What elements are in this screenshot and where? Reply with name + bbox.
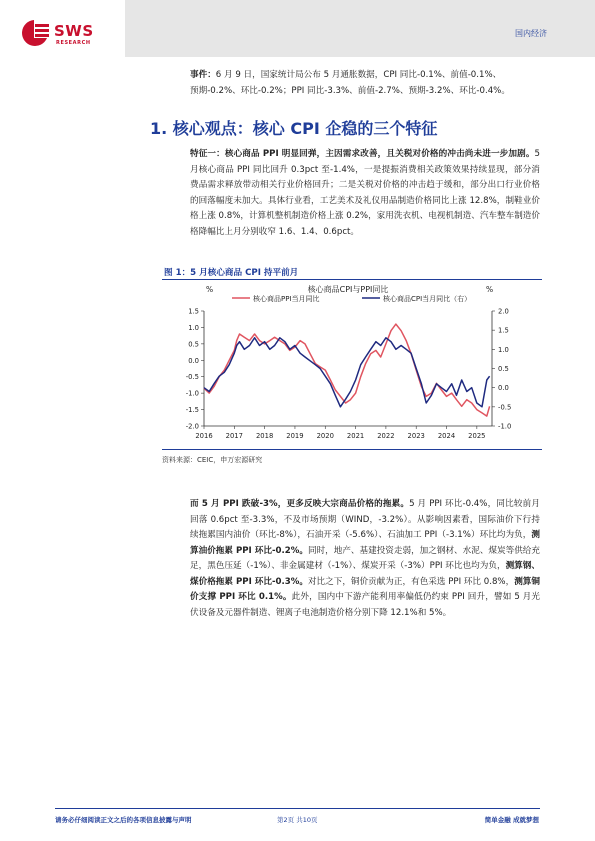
right-tick-label: -1.0 [498,422,512,431]
logo-text: SWS [54,22,94,40]
chart-title: 核心商品CPI与PPI同比 [307,285,389,294]
ppi-lead: 而 5 月 PPI 跌破-3%，更多反映大宗商品价格的拖累。 [190,499,410,509]
event-paragraph [190,68,540,99]
ppi-copper-estimate: 测算铜价支撑 PPI 环比 0.1%。 [190,576,540,602]
ppi-paragraph [190,497,540,621]
x-tick-label: 2019 [286,432,304,440]
right-tick-label: 0.5 [498,365,509,373]
right-tick-label: 1.5 [498,326,509,335]
footer-disclaimer: 请务必仔细阅读正文之后的各项信息披露与声明 [55,816,192,824]
figure-source: 资料来源：CEIC，申万宏源研究 [162,456,263,464]
ppi-steel-coal-estimate: 测算钢、煤价格拖累 PPI 环比-0.3%。 [190,561,540,587]
figure-rule-top [162,279,542,280]
event-text-line2: 预期-0.2%、环比-0.2%；PPI 同比-3.3%、前值-2.7%、预期-3.2%、环比-0.4%。 [190,85,510,96]
x-tick-label: 2025 [468,432,486,440]
ppi-text-1: 5 月 PPI 环比-0.4%，同比较前月回落 0.6pct 至-3.3%，不及市场预期（WIND，-3.2%）。从影响因素看，国际油价下行持续拖累国内油价（环比-8%），石油开采（-5.6%）、石油加工 PPI（-3.1%）环比均为负， [190,499,541,540]
x-tick-label: 2024 [437,432,456,440]
x-tick-label: 2016 [195,432,213,440]
footer-slogan: 简单金融 成就梦想 [484,816,539,824]
left-tick-label: -0.5 [185,373,199,382]
right-tick-label: 1.0 [498,345,509,354]
x-tick-label: 2022 [377,432,395,440]
line-chart [162,281,542,449]
x-tick-label: 2018 [255,432,274,440]
x-tick-label: 2021 [346,432,365,440]
series-line-core-goods-ppi [204,324,490,416]
sws-logo-icon [20,18,54,48]
left-tick-label: 1.5 [188,307,199,316]
ppi-oil-estimate: 测算油价拖累 PPI 环比-0.2%。 [190,530,540,556]
left-tick-label: 0.5 [188,340,199,349]
figure-rule-bottom [162,449,542,450]
figure-title: 图 1：5 月核心商品 CPI 持平前月 [164,268,299,278]
legend-label-cpi: 核心商品CPI当月同比（右） [383,295,472,303]
ppi-text-3: 对比之下，铜价贡献为正，有色采选 PPI 环比 0.8%， [307,576,515,587]
header-divider [120,0,123,57]
ppi-text-4: 此外，国内中下游产能利用率偏低仍约束 PPI 回升，譬如 5 月光伏设备及元器件制造、锂离子电池制造价格分别下降 12.1%和 5%。 [190,592,541,618]
feature-one-lead: 特征一：核心商品 PPI 明显回弹，主因需求改善，且关税对价格的冲击尚未进一步加剧。 [190,149,535,159]
x-tick-label: 2023 [407,432,425,440]
x-tick-label: 2017 [225,432,243,440]
left-tick-label: 1.0 [188,323,199,332]
page-number: 第2页 共10页 [277,816,318,824]
footer-rule [55,808,540,809]
left-tick-label: 0.0 [188,356,199,365]
logo-subtext: RESEARCH [56,40,91,46]
right-tick-label: -0.5 [498,403,512,412]
legend-label-ppi: 核心商品PPI当月同比 [253,295,320,303]
section-tag: 国内经济 [515,29,547,38]
left-tick-label: -1.5 [185,406,199,415]
right-tick-label: 0.0 [498,384,509,393]
right-unit-label: % [486,285,494,294]
event-label: 事件： [190,70,216,80]
left-unit-label: % [206,285,214,294]
section-heading: 1. 核心观点：核心 CPI 企稳的三个特征 [150,119,438,138]
feature-one-paragraph [190,147,540,240]
feature-one-body: 5 月核心商品 PPI 同比回升 0.3pct 至-1.4%，一是提振消费相关政策效果持续显现，部分消费品需求释放带动相关行业价格回升；二是关税对价格的冲击趋于缓和，部分出口行业价格的回落幅度未加大。具体行业看，工艺美术及礼仪用品制造价格同比上涨 12.8%，制鞋业价格上涨 0.8%，计算机整机制造价格上涨 0.2%，家用洗衣机、电视机制造、汽车整车制造价格降幅比上月分别收窄 1.6、1.4、0.6pct。 [190,149,540,237]
left-tick-label: -2.0 [185,422,199,431]
event-text-line1: 6 月 9 日，国家统计局公布 5 月通胀数据，CPI 同比-0.1%、前值-0.1%、 [215,70,502,80]
right-tick-label: 2.0 [498,307,509,316]
ppi-text-2: 同时，地产、基建投资走弱，加之钢材、水泥、煤炭等供给充足，黑色压延（-1%）、非金属建材（-1%）、煤炭开采（-3%）PPI 环比也均为负， [190,545,540,571]
x-tick-label: 2020 [316,432,334,440]
left-tick-label: -1.0 [185,389,199,398]
